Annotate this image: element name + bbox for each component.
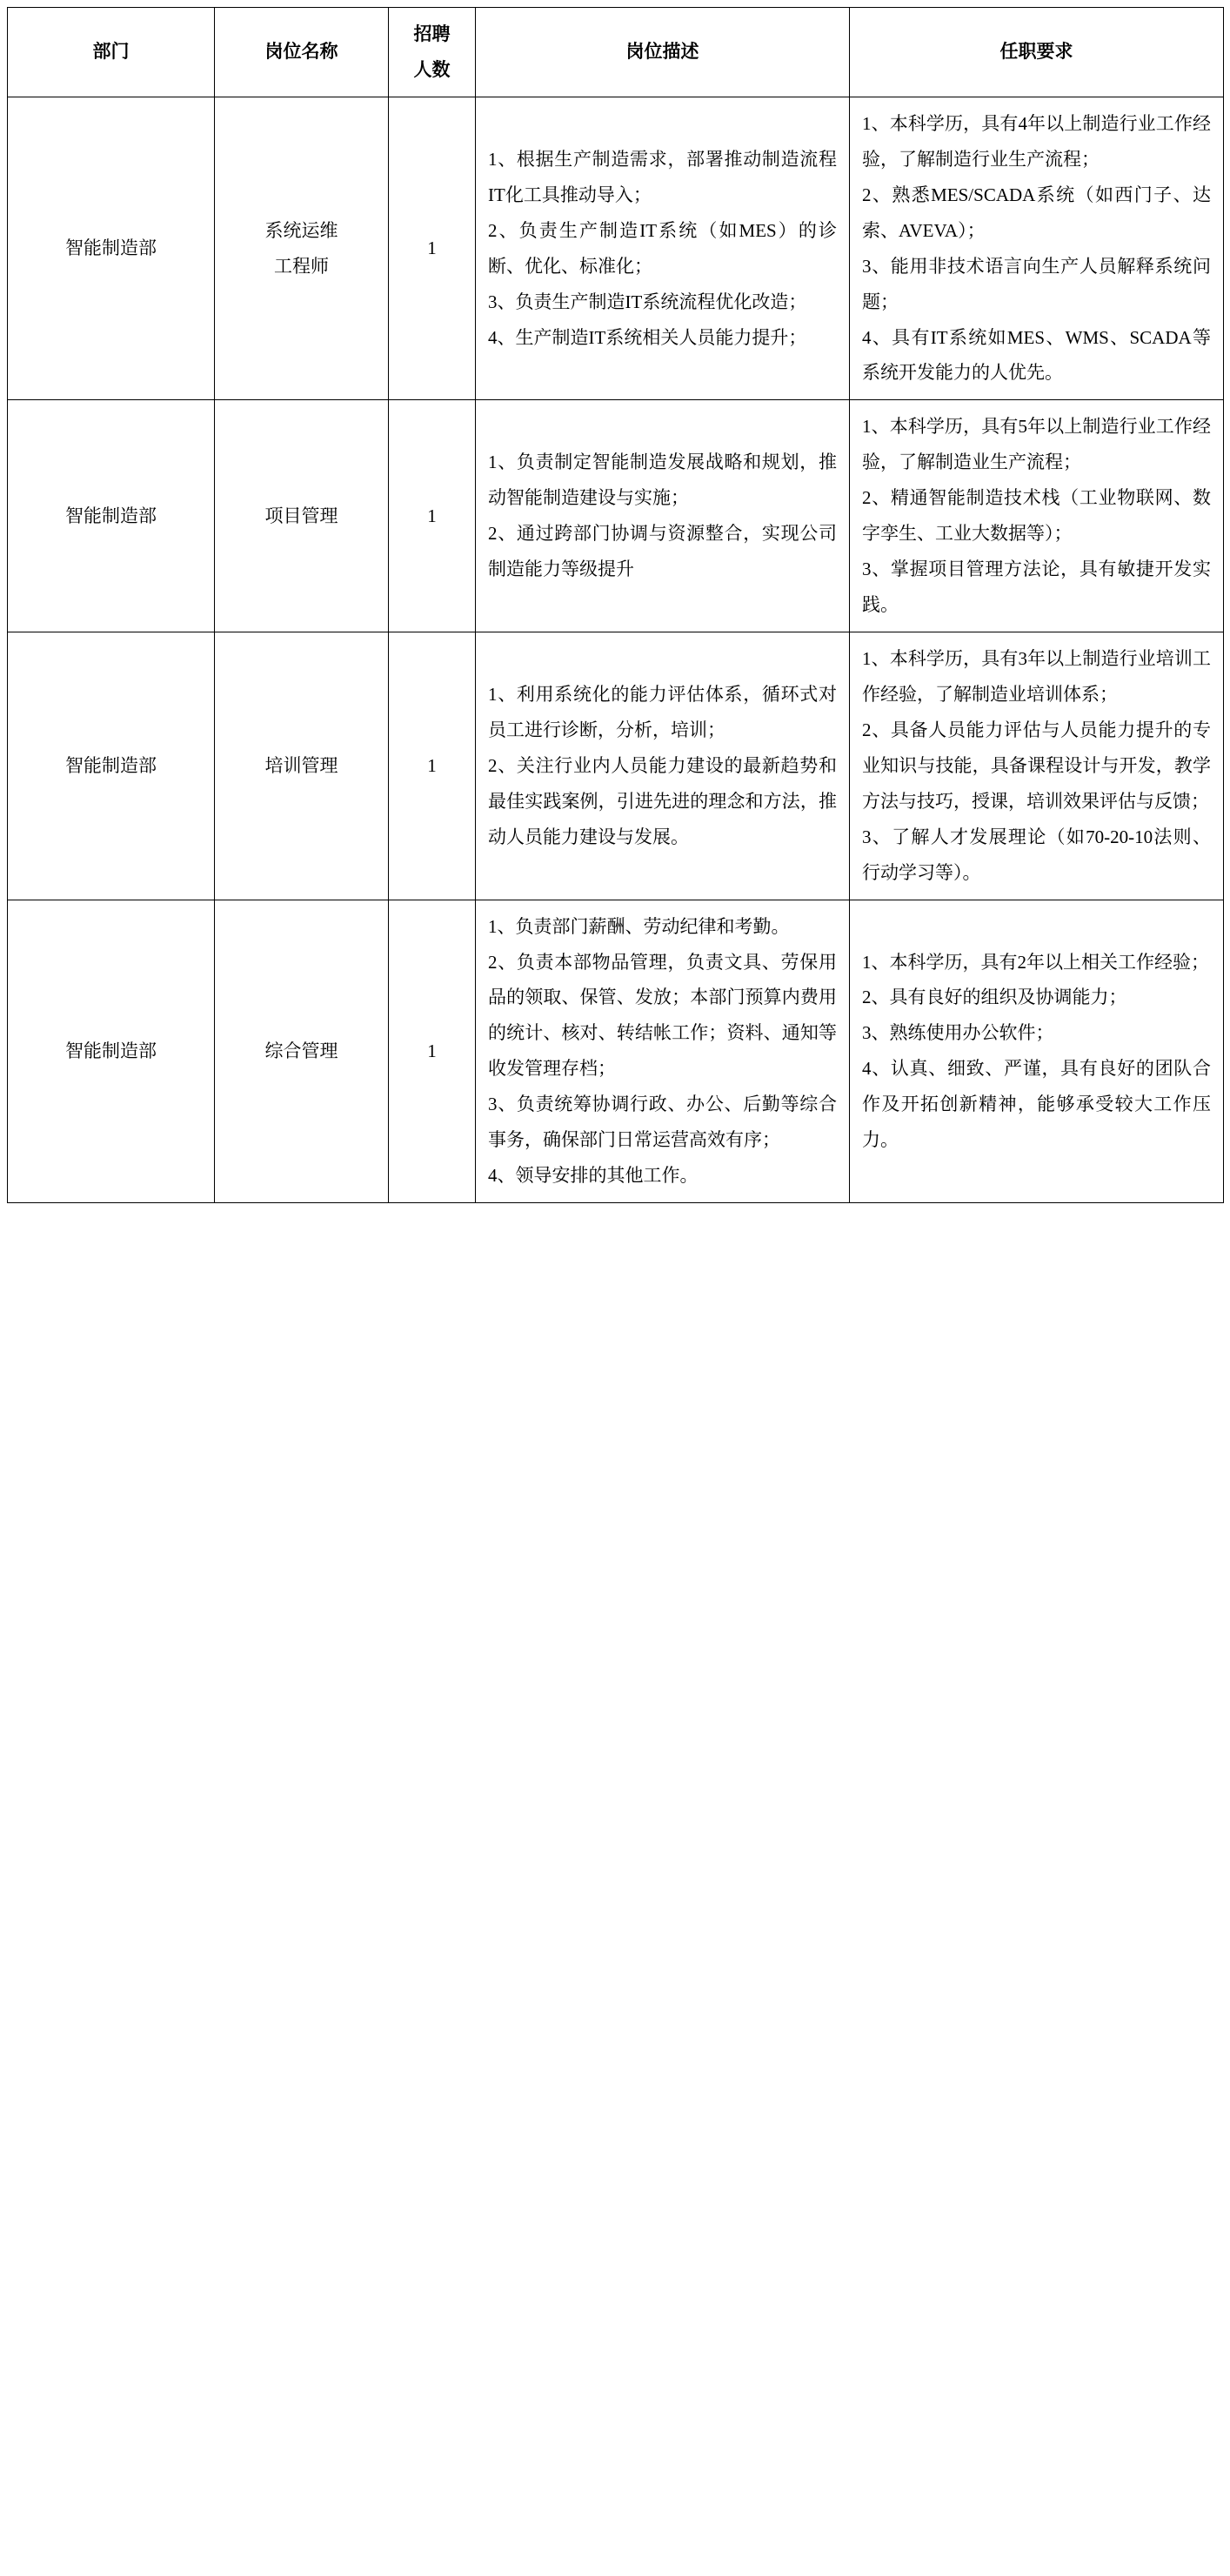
column-header-department: 部门 [8,8,215,97]
paragraph: 2、通过跨部门协调与资源整合，实现公司制造能力等级提升 [488,523,837,580]
cell-position-title [215,632,389,900]
cell-department: 智能制造部 [8,97,215,400]
paragraph: 2、具备人员能力评估与人员能力提升的专业知识与技能，具备课程设计与开发，教学方法与技巧，授课，培训效果评估与反馈； [862,719,1211,812]
paragraph: 3、负责生产制造IT系统流程优化改造； [488,291,807,312]
paragraph: 3、负责统筹协调行政、办公、后勤等综合事务，确保部门日常运营高效有序； [488,1094,837,1151]
paragraph: 4、生产制造IT系统相关人员能力提升； [488,326,807,348]
cell-headcount: 1 [389,400,476,632]
paragraph: 2、具有良好的组织及协调能力； [862,987,1127,1008]
paragraph: 2、熟悉MES/SCADA系统（如西门子、达索、AVEVA）； [862,184,1211,241]
cell-position-title [215,900,389,1203]
column-header-requirements: 任职要求 [850,8,1224,97]
table-header-row [8,8,1224,97]
paragraph: 1、根据生产制造需求，部署推动制造流程IT化工具推动导入； [488,148,837,205]
cell-requirements [850,400,1224,632]
table-header [8,8,1224,97]
column-header-headcount-line1: 招聘 [413,23,451,44]
paragraph: 2、负责本部物品管理，负责文具、劳保用品的领取、保管、发放；本部门预算内费用的统计、核对、转结帐工作；资料、通知等收发管理存档； [488,951,837,1080]
cell-job-description [476,632,850,900]
cell-department: 智能制造部 [8,900,215,1203]
cell-position-title [215,400,389,632]
column-header-job-description: 岗位描述 [476,8,850,97]
cell-headcount: 1 [389,900,476,1203]
paragraph: 2、负责生产制造IT系统（如MES）的诊断、优化、标准化； [488,219,837,277]
position-title-line1: 项目管理 [264,505,338,526]
paragraph: 1、负责制定智能制造发展战略和规划，推动智能制造建设与实施； [488,452,837,509]
paragraph: 1、本科学历，具有4年以上制造行业工作经验，了解制造行业生产流程； [862,112,1211,170]
paragraph: 3、掌握项目管理方法论，具有敏捷开发实践。 [862,559,1211,616]
paragraph: 1、利用系统化的能力评估体系，循环式对员工进行诊断，分析，培训； [488,683,837,740]
paragraph: 1、本科学历，具有3年以上制造行业培训工作经验，了解制造业培训体系； [862,648,1211,705]
position-title-line1: 综合管理 [264,1040,338,1061]
paragraph: 4、具有IT系统如MES、WMS、SCADA等系统开发能力的人优先。 [862,326,1211,384]
paragraph: 4、领导安排的其他工作。 [488,1165,699,1187]
table-row [8,900,1224,1203]
paragraph: 3、能用非技术语言向生产人员解释系统问题； [862,255,1211,312]
cell-position-title [215,97,389,400]
paragraph: 1、本科学历，具有5年以上制造行业工作经验，了解制造业生产流程； [862,416,1211,473]
cell-headcount: 1 [389,632,476,900]
paragraph: 2、精通智能制造技术栈（工业物联网、数字孪生、工业大数据等）； [862,487,1211,545]
table-body [8,97,1224,1202]
cell-requirements [850,900,1224,1203]
paragraph: 1、本科学历，具有2年以上相关工作经验； [862,951,1209,973]
column-header-headcount-line2: 人数 [413,58,451,80]
paragraph: 1、负责部门薪酬、劳动纪律和考勤。 [488,915,790,937]
cell-job-description [476,400,850,632]
job-listing-table [7,7,1224,1203]
table-row [8,400,1224,632]
cell-headcount: 1 [389,97,476,400]
cell-department: 智能制造部 [8,632,215,900]
column-header-position-title: 岗位名称 [215,8,389,97]
cell-requirements [850,97,1224,400]
paragraph: 2、关注行业内人员能力建设的最新趋势和最佳实践案例，引进先进的理念和方法，推动人员能力建设与发展。 [488,754,837,847]
paragraph: 3、熟练使用办公软件； [862,1022,1054,1044]
table-row [8,632,1224,900]
position-title-line1: 培训管理 [264,754,338,776]
position-title-line2: 工程师 [274,255,329,277]
cell-department: 智能制造部 [8,400,215,632]
job-posting-page [0,0,1230,1210]
table-row [8,97,1224,400]
column-header-headcount [389,8,476,97]
paragraph: 3、了解人才发展理论（如70-20-10法则、行动学习等）。 [862,826,1211,883]
cell-job-description [476,97,850,400]
position-title-line1: 系统运维 [264,219,338,241]
paragraph: 4、认真、细致、严谨，具有良好的团队合作及开拓创新精神，能够承受较大工作压力。 [862,1058,1211,1151]
cell-requirements [850,632,1224,900]
cell-job-description [476,900,850,1203]
